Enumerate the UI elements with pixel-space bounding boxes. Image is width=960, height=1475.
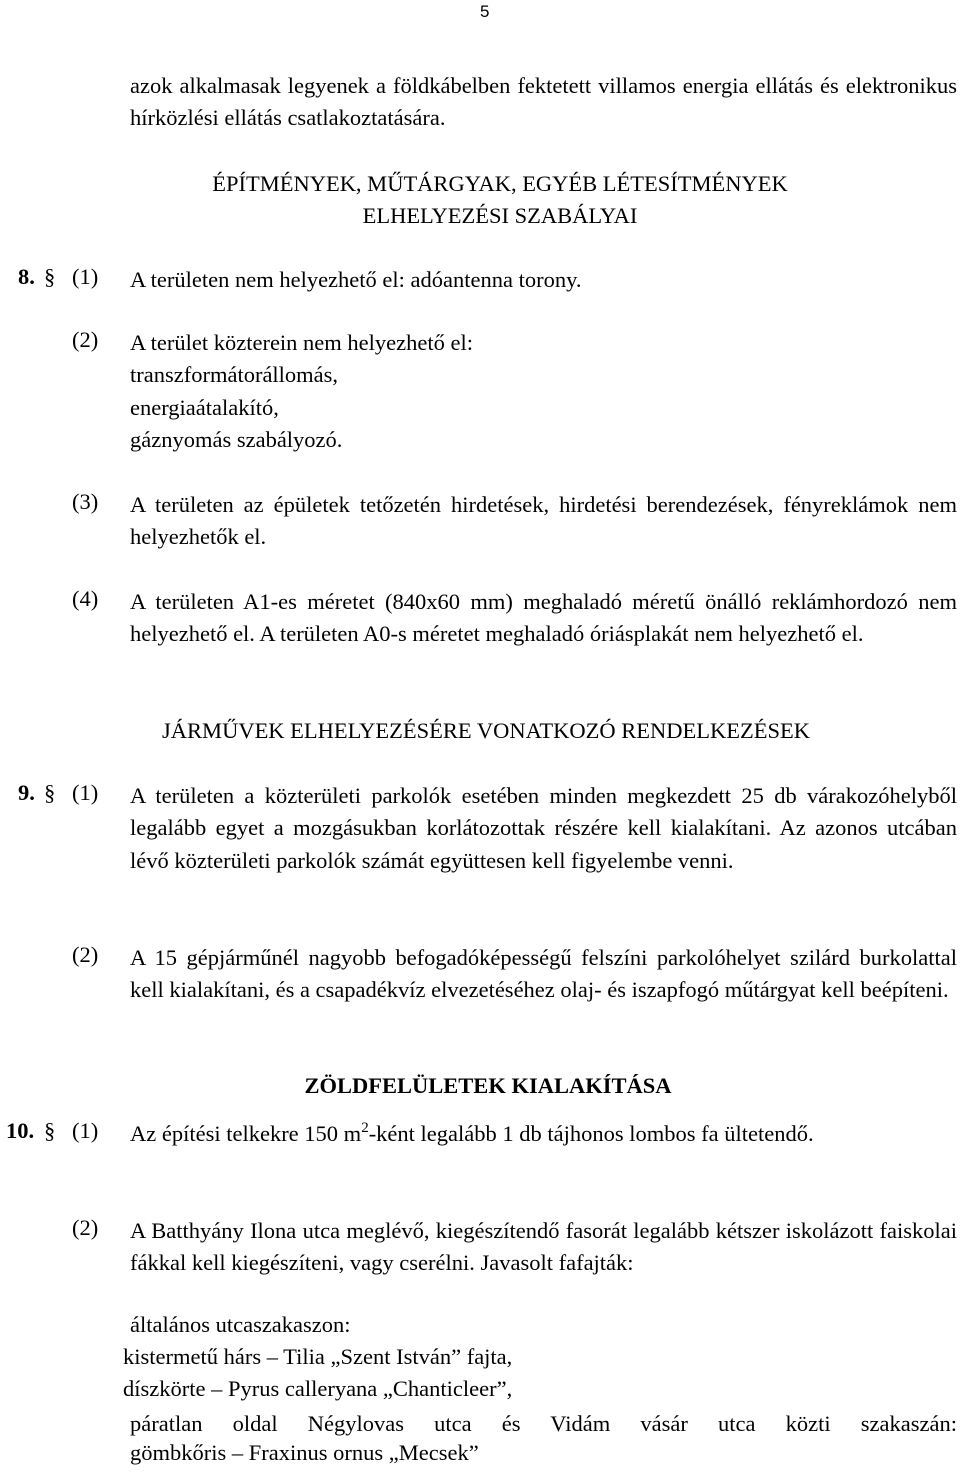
paragraph-8-1: A területen nem helyezhető el: adóantenna torony. bbox=[130, 267, 582, 292]
paragraph-10-2: A Batthyány Ilona utca meglévő, kiegészítendő fasorát legalább kétszer iskolázott faiskolai fákkal kell kiegészíteni, vagy cserélni. Javasolt fafajták: bbox=[130, 1218, 957, 1276]
paragraph-number-8-1: (1) bbox=[72, 264, 99, 289]
paragraph-10-1-text-a: Az építési telkekre 150 m bbox=[130, 1121, 362, 1146]
paragraph-8-2-line-4: gáznyomás szabályozó. bbox=[130, 426, 343, 452]
paragraph-9-2: A 15 gépjárműnél nagyobb befogadóképességű felszíni parkolóhelyet szilárd burkolattal kell kialakítani, és a csapadékvíz elvezetéséhez olaj- és iszapfogó műtárgyat kell beépíteni. bbox=[130, 945, 957, 1003]
paragraph-10-1 bbox=[130, 1118, 957, 1150]
paragraph-number-10-1: (1) bbox=[72, 1118, 99, 1143]
paragraph-10-1-text-b: -ként legalább 1 db tájhonos lombos fa ültetendő. bbox=[368, 1121, 814, 1146]
intro-paragraph: azok alkalmasak legyenek a földkábelben fektetett villamos energia ellátás és elektronikus hírközlési ellátás csatlakoztatására. bbox=[130, 73, 957, 131]
paragraph-number-8-2: (2) bbox=[72, 327, 99, 352]
paragraph-8-3: A területen az épületek tetőzetén hirdetések, hirdetési berendezések, fényreklámok nem helyezhetők el. bbox=[130, 492, 957, 550]
section-sign-10: § bbox=[44, 1118, 56, 1143]
paragraph-8-2-line-1: A terület közterein nem helyezhető el: bbox=[130, 330, 473, 355]
section-heading-buildings bbox=[20, 168, 960, 233]
species-item-1: kistermetű hárs – Tilia „Szent István” fajta, bbox=[123, 1344, 513, 1369]
paragraph-8-4: A területen A1-es méretet (840x60 mm) meghaladó méretű önálló reklámhordozó nem helyezhető el. A területen A0-s méretet meghaladó óriásplakát nem helyezhető el. bbox=[130, 589, 957, 647]
subheading-general-street: általános utcaszakaszon: bbox=[130, 1312, 351, 1337]
heading-line-2: ELHELYEZÉSI SZABÁLYAI bbox=[362, 203, 638, 229]
paragraph-number-9-1: (1) bbox=[72, 780, 99, 805]
paragraph-9-1: A területen a közterületi parkolók esetében minden megkezdett 25 db várakozóhelyből legalább egyet a mozgásukban korlátozottak részére kell kialakítani. Az azonos utcában lévő közterületi parkolók számát együttesen kell figyelembe venni. bbox=[130, 783, 957, 873]
section-number-8: 8. bbox=[18, 264, 35, 289]
heading-line-1: ÉPÍTMÉNYEK, MŰTÁRGYAK, EGYÉB LÉTESÍTMÉNYEK bbox=[212, 171, 788, 196]
paragraph-8-2-line-3: energiaátalakító, bbox=[130, 394, 279, 420]
subheading-odd-side: páratlan oldal Négylovas utca és Vidám vásár utca közti szakaszán: bbox=[130, 1411, 957, 1436]
paragraph-8-2 bbox=[130, 327, 957, 456]
section-sign-8: § bbox=[44, 264, 56, 289]
section-sign-9: § bbox=[44, 780, 56, 805]
species-item-3: gömbkőris – Fraxinus ornus „Mecsek” bbox=[130, 1440, 479, 1465]
paragraph-number-8-3: (3) bbox=[72, 489, 99, 514]
paragraph-number-9-2: (2) bbox=[72, 942, 99, 967]
superscript-2: 2 bbox=[361, 1120, 369, 1136]
paragraph-8-2-line-2: transzformátorállomás, bbox=[130, 362, 339, 388]
paragraph-number-10-2: (2) bbox=[72, 1215, 99, 1240]
species-item-2: díszkörte – Pyrus calleryana „Chanticleer”, bbox=[123, 1376, 513, 1401]
section-number-9: 9. bbox=[18, 780, 35, 805]
page-number: 5 bbox=[480, 2, 490, 21]
section-heading-green-areas: ZÖLDFELÜLETEK KIALAKÍTÁSA bbox=[304, 1073, 672, 1098]
section-number-10: 10. bbox=[6, 1118, 35, 1143]
section-heading-vehicles: JÁRMŰVEK ELHELYEZÉSÉRE VONATKOZÓ RENDELKEZÉSEK bbox=[162, 718, 810, 743]
paragraph-number-8-4: (4) bbox=[72, 586, 99, 611]
